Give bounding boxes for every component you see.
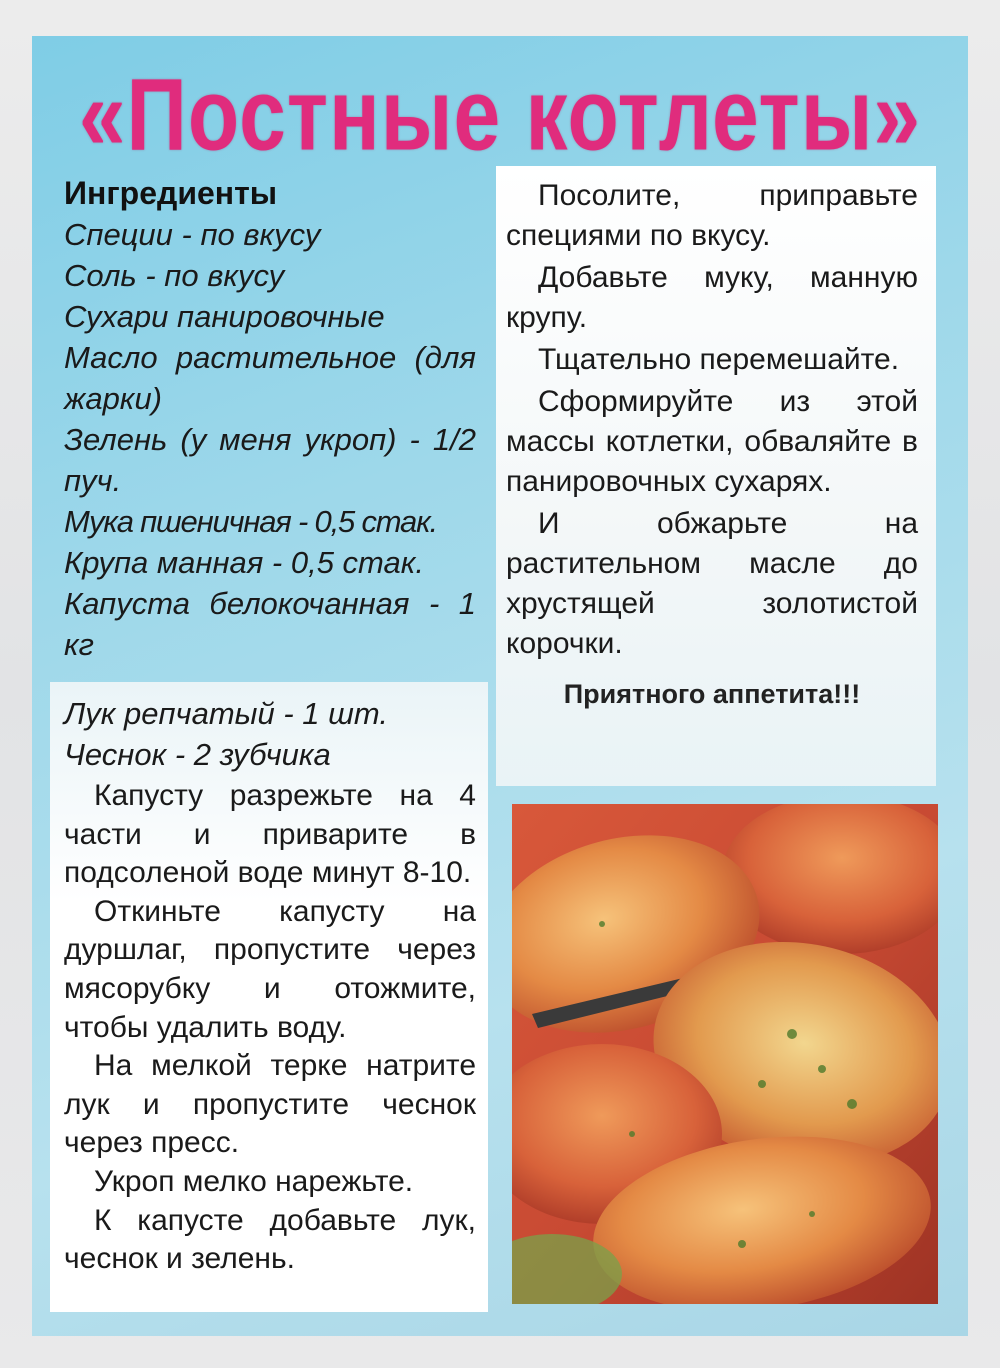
step-paragraph: К капусте добавьте лук, чеснок и зелень. — [64, 1203, 476, 1276]
page-title: «Постные котлеты» — [78, 56, 922, 172]
ingredient-item: Сухари панировочные — [64, 299, 385, 334]
ingredient-item: Зелень (у меня укроп) - 1/2 пуч. — [64, 422, 476, 498]
step-paragraph: Сформируйте из этой массы котлетки, обваляйте в панировочных сухарях. — [506, 385, 918, 498]
cutlets-illustration — [512, 804, 938, 1304]
ingredient-item: Крупа манная - 0,5 стак. — [64, 545, 425, 580]
ingredient-item: Соль - по вкусу — [64, 258, 285, 293]
ingredients-heading: Ингредиенты — [64, 175, 278, 211]
ingredient-item: Специи - по вкусу — [64, 217, 321, 252]
left-steps — [64, 777, 476, 1279]
step-paragraph: На мелкой терке натрите лук и пропустите чеснок через пресс. — [64, 1049, 476, 1160]
ingredients-list — [64, 214, 476, 775]
step-paragraph: Укроп мелко нарежьте. — [94, 1164, 414, 1198]
ingredient-item: Чеснок - 2 зубчика — [64, 737, 331, 772]
step-paragraph: И обжарьте на растительном масле до хрустящей золотистой корочки. — [506, 507, 918, 660]
step-paragraph: Посолите, приправьте специями по вкусу. — [506, 179, 918, 252]
step-paragraph: Добавьте муку, манную крупу. — [506, 261, 918, 334]
step-paragraph: Откиньте капусту на дуршлаг, пропустите через мясорубку и отожмите, чтобы удалить воду. — [64, 894, 476, 1044]
ingredient-item: Капуста белокочанная - 1 кг — [64, 586, 476, 662]
right-column — [506, 176, 918, 712]
left-column — [64, 172, 476, 1279]
ingredient-item: Масло растительное (для жарки) — [64, 340, 476, 416]
step-paragraph: Капусту разрежьте на 4 части и приварите в подсоленой воде минут 8-10. — [64, 779, 476, 890]
step-paragraph: Тщательно перемешайте. — [538, 343, 900, 376]
cutlets-photo — [512, 804, 938, 1304]
closing-line: Приятного аппетита!!! — [563, 679, 861, 709]
ingredient-item: Лук репчатый - 1 шт. — [64, 696, 388, 731]
ingredient-item: Мука пшеничная - 0,5 стак. — [64, 504, 437, 539]
